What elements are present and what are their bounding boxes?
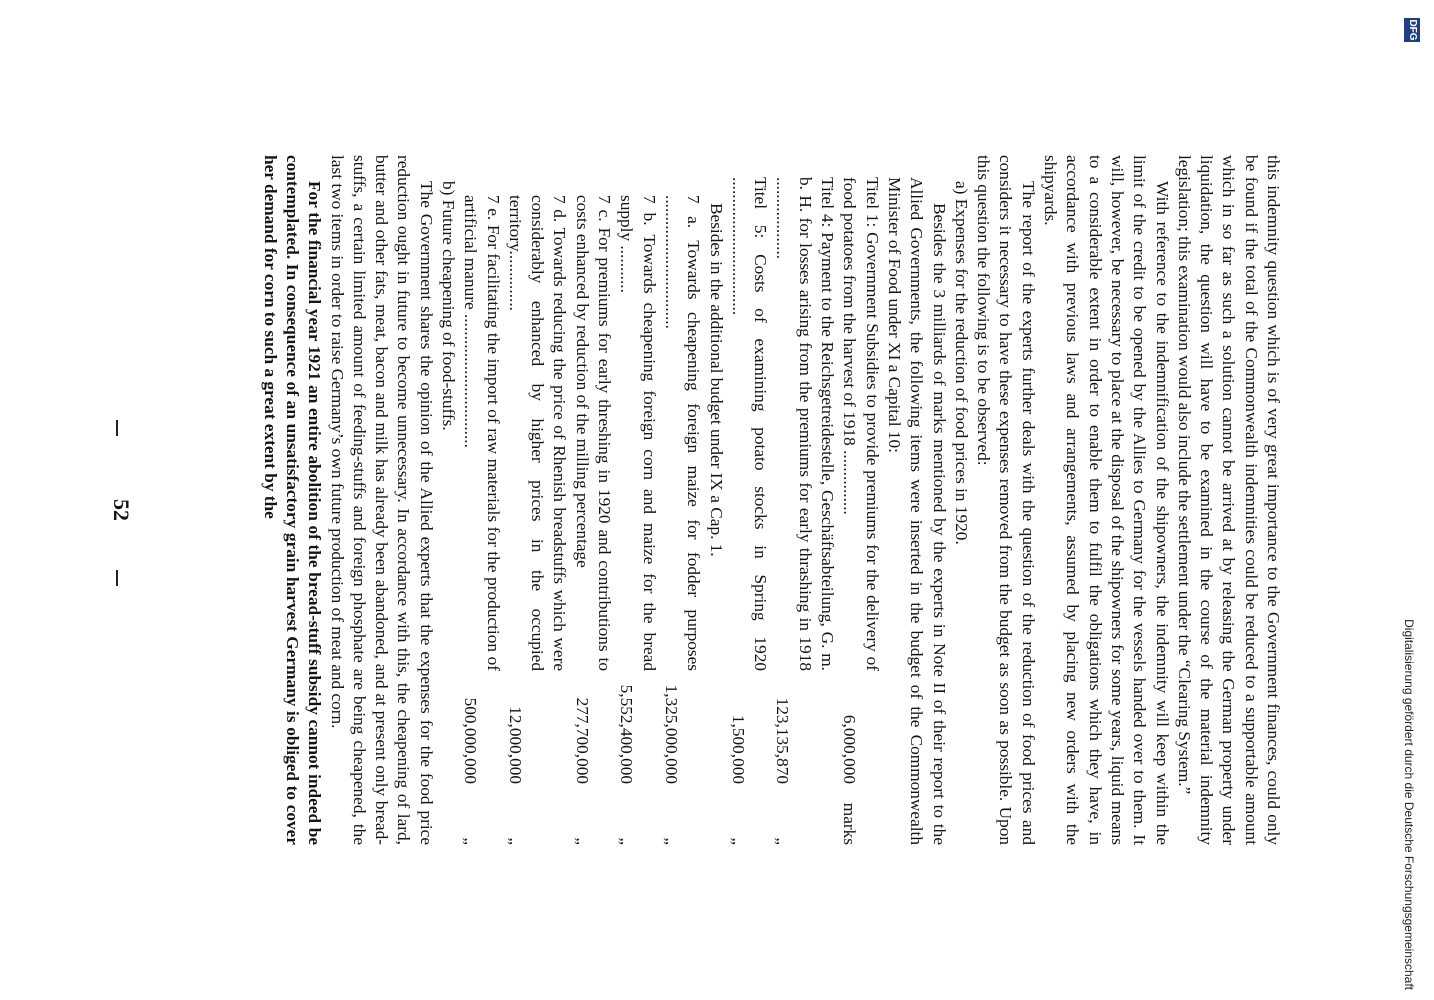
paragraph-indemnity-question: this indemnity question which is of very great importance to the Government finances, could only be found if the total of the Commonwealth indemnities could be reduced to a supportable amount which in so far as such a solution cannot be arrived at by releasing the German property under liquidation, the question will have to be examined in the course of the material indemnity legislation; this examination would also include the settlement under the “Clearing System.” [1174,155,1283,845]
header-dash-left [116,420,118,436]
body-text-column [258,155,1284,845]
budget-entry-7b [615,155,660,845]
budget-entry-7c [571,155,616,845]
entry-amount: 12,000,000 [505,706,525,784]
entry-label: 7 d. Towards reducing the price of Rhenish breadstuffs which were considerably enhanced by higher prices in the occupied territory.............. [505,195,570,671]
paragraph-shipowners: With reference to the indemnification of the shipowners, the indemnity will keep within the limit of the credit to be opened by the Allies to Germany for the vessels handed over to them. It will, however, be necessary to place at the disposal of the shipowners for some years, liquid means to a considerable extent in order to enable them to fulfil the obligations which they have, in accordance with previous laws and arrangements, assumed by placing new orders with the shipyards. [1041,155,1172,845]
paragraph-financial-year-1921: For the financial year 1921 an entire abolition of the bread-stuff subsidy cannot indeed be contemplated. In consequence of an unsatisfactory grain harvest Germany is obliged to cover her demand for corn to such a great extent by the [260,155,325,845]
entry-label: Titel 1: Government Subsidies to provide premiums for the delivery of food potatoes from the harvest of 1918 ............... [840,177,882,671]
entry-unit: marks [840,802,860,845]
entry-amount: 1,500,000 [728,714,748,784]
entry-label: 7 e. For facilitating the import of raw materials for the production of artificial manure ............................... [461,195,503,671]
entry-unit: „ [661,837,681,845]
digitization-note: Digitalisierung gefördert durch die Deutsche Forschungsgemeinschaft [1402,619,1416,990]
entry-label: 7 a. Towards cheapening foreign maize for fodder purposes ............................... [661,195,704,671]
budget-entry-7e [459,155,504,845]
entry-unit: „ [728,837,748,845]
entry-unit: „ [773,837,793,845]
paragraph-besides-milliards: Besides the 3 milliards of marks mentioned by the experts in Note II of their report to the Allied Governments, the following items were inserted in the budget of the Commonwealth Minister of Food under XI a Capital 10: [884,177,949,845]
dfg-logo-icon: DFG [1404,18,1420,42]
entry-unit: „ [617,837,637,845]
entry-amount: 277,700,000 [572,697,592,784]
page-number: 52 [109,499,134,521]
entry-label: Titel 4: Payment to the Reichsgetreidestelle, Geschäftsabteilung, G. m. b. H. for losses arising from the premiums for early thrashing in 1918 ................... [773,177,838,671]
additional-budget-note: Besides in the additional budget under IX a Cap. 1. [706,203,726,557]
entry-amount: 1,325,000,000 [661,684,681,784]
entry-amount: 123,135,870 [773,697,793,784]
entry-amount: 6,000,000 [840,714,860,784]
budget-entry-titel-5 [727,155,772,845]
paragraph-government-opinion: The Government shares the opinion of the Allied experts that the expenses for the food price reduction ought in future to become unnecessary. In accordance with this, the cheapening of lard, butter and other fats, meat, bacon and milk has already been abandoned, and at present only bread-stuffs, a certain limited amount of feeding-stuffs and foreign phosphate are being cheapened, the last two items in order to raise Germany’s own future production of meat and corn. [327,155,436,845]
entry-unit: „ [461,837,481,845]
paragraph-experts-report: The report of the experts further deals with the question of the reduction of food prices and considers it necessary to have these expenses removed from the budget as soon as possible. Upon this question the following is to be observed: [974,155,1038,845]
entry-label: 7 b. Towards cheapening foreign corn and maize for the bread supply ........... [617,195,659,671]
budget-entry-titel-1 [838,155,883,845]
heading-future-cheapening: b) Future cheapening of food-stuffs. [439,181,459,431]
entry-amount: 5,552,400,000 [617,684,637,784]
entry-label: 7 c. For premiums for early threshing in 1920 and contributions to costs enhanced by reduction of the milling percentage [572,195,615,671]
budget-entry-titel-4 [771,155,838,845]
entry-amount: 500,000,000 [461,697,481,784]
header-dash-right [116,570,118,586]
entry-unit: „ [572,837,592,845]
entry-label: Titel 5: Costs of examining potato stocks in Spring 1920 ................................ [728,177,771,671]
entry-unit: „ [505,837,525,845]
budget-entry-7d [504,155,571,845]
heading-expenses-food-prices: a) Expenses for the reduction of food prices in 1920. [951,181,971,545]
budget-entry-7a [660,155,705,845]
